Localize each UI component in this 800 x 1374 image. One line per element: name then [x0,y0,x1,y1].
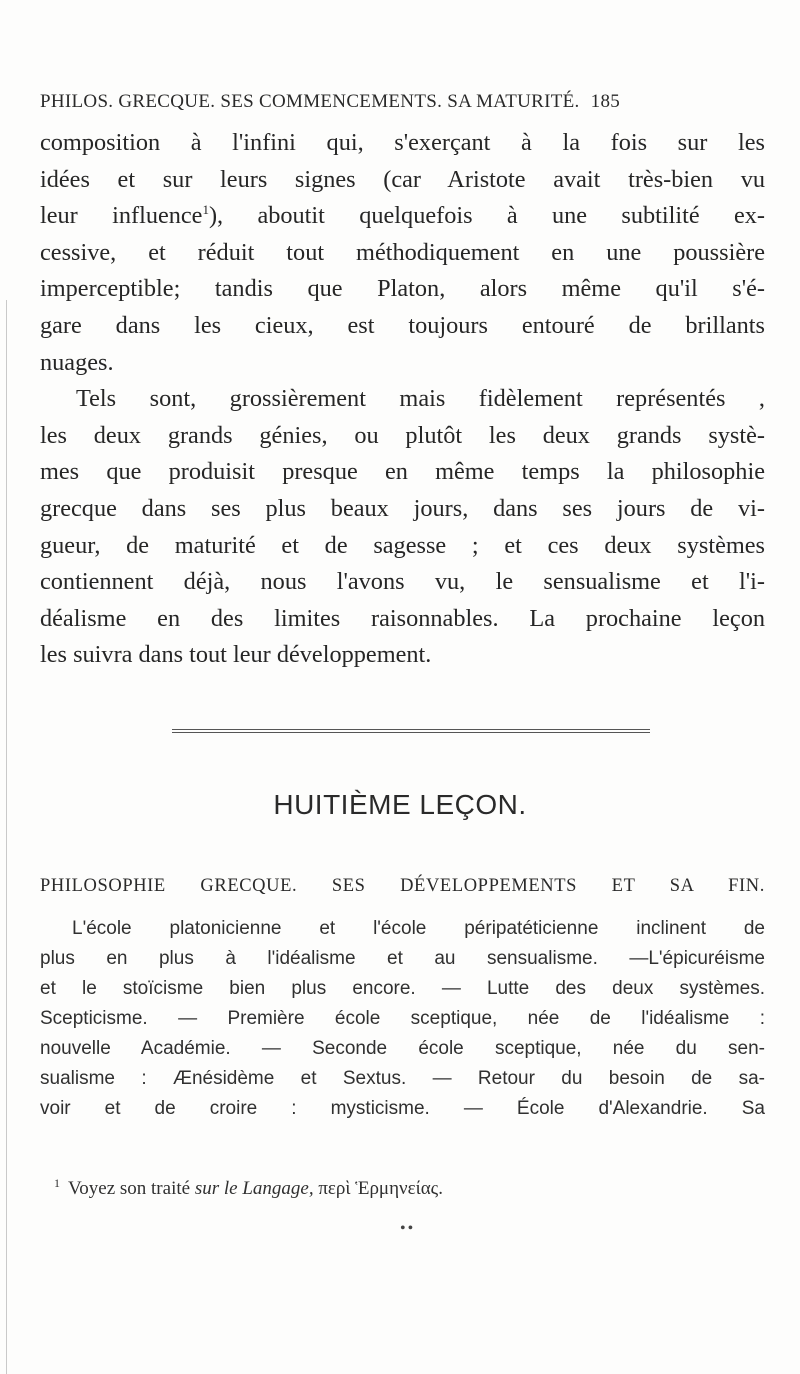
summary-line: et le stoïcisme bien plus encore. — Lutte des deux systèmes. [40,978,765,999]
body-line: mes que produisit presque en même temps la philosophie [40,458,765,486]
running-head-title: PHILOS. GRECQUE. SES COMMENCEMENTS. SA MATURITÉ. [40,91,580,112]
body-line: nuages. [40,348,114,376]
body-line-part: leur influence [40,202,203,230]
footnote [54,1176,765,1200]
body-line: les suivra dans tout leur développement. [40,641,432,669]
footnote-text: Voyez son traité [68,1178,195,1199]
body-line-part: ), aboutit quelquefois à une subtilité ex- [208,202,765,230]
lesson-summary [40,914,765,1124]
lesson-title: HUITIÈME LEÇON. [273,789,527,820]
body-line [40,198,765,235]
signature-mark: •• [400,1220,416,1237]
body-line: gueur, de maturité et de sagesse ; et ces deux systèmes [40,531,765,559]
footnote-italic-text: sur le Langage, [194,1178,314,1199]
page-gutter-line [6,300,7,1374]
body-line: contiennent déjà, nous l'avons vu, le sensualisme et l'i- [40,568,765,596]
summary-line: Scepticisme. — Première école sceptique, née de l'idéalisme : [40,1008,765,1029]
summary-line: L'école platonicienne et l'école péripatéticienne inclinent de [72,918,765,939]
footnote-greek-text: περὶ Ἑρμηνείας. [313,1178,443,1199]
section-divider [172,729,650,733]
body-line: idées et sur leurs signes (car Aristote avait très-bien vu [40,165,765,193]
footnote-reference: 1 [202,202,209,218]
summary-line: plus en plus à l'idéalisme et au sensualisme. —L'épicuréisme [40,948,765,969]
body-line: cessive, et réduit tout méthodiquement en une poussière [40,238,765,266]
body-line: imperceptible; tandis que Platon, alors même qu'il s'é- [40,275,765,303]
summary-line: sualisme : Ænésidème et Sextus. — Retour du besoin de sa- [40,1068,765,1089]
lesson-subtitle: PHILOSOPHIE GRECQUE. SES DÉVELOPPEMENTS ET SA FIN. [40,876,765,896]
body-line: grecque dans ses plus beaux jours, dans ses jours de vi- [40,494,765,522]
running-head [40,91,772,113]
body-line: Tels sont, grossièrement mais fidèlement représentés , [76,385,765,413]
body-line: gare dans les cieux, est toujours entouré de brillants [40,311,765,339]
footnote-mark: 1 [54,1176,60,1190]
body-line: les deux grands génies, ou plutôt les deux grands systè- [40,421,765,449]
body-text [40,125,765,674]
summary-line: nouvelle Académie. — Seconde école sceptique, née du sen- [40,1038,765,1059]
body-line: déalisme en des limites raisonnables. La prochaine leçon [40,604,765,632]
body-line: composition à l'infini qui, s'exerçant à la fois sur les [40,129,765,156]
summary-line: voir et de croire : mysticisme. — École d'Alexandrie. Sa [40,1098,765,1119]
page-number: 185 [590,91,621,112]
